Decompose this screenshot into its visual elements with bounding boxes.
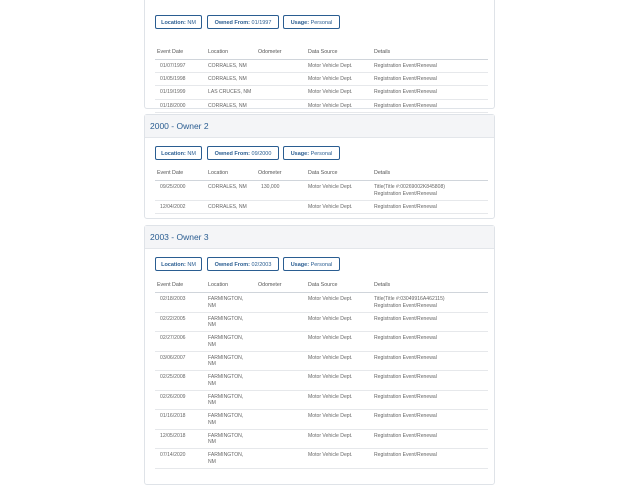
details-line: Registration Event/Renewal <box>374 374 437 380</box>
location-chip-label: Location: <box>161 262 186 268</box>
details-line: Registration Event/Renewal <box>374 203 437 210</box>
details-cell <box>374 355 437 362</box>
location-chip[interactable] <box>155 146 202 160</box>
odometer-cell: 130,000 <box>261 184 280 190</box>
location-line: FARMINGTON, <box>208 393 244 400</box>
location-chip-label: Location: <box>161 151 186 157</box>
owner-2-header <box>145 115 494 138</box>
location-line: NM <box>208 361 216 368</box>
location-chip-label: Location: <box>161 20 186 26</box>
location-line: FARMINGTON, <box>208 452 244 458</box>
details-line: Registration Event/Renewal <box>374 432 437 439</box>
data-source-header: Data Source <box>308 170 338 176</box>
location-line: FARMINGTON, <box>208 296 244 302</box>
event-date-header: Event Date <box>157 282 184 288</box>
owned-from-chip[interactable] <box>207 15 279 29</box>
location-line: CORRALES, NM <box>208 184 247 190</box>
event-date-cell: 12/04/2002 <box>160 203 186 210</box>
location-line: NM <box>208 302 216 309</box>
data-source-cell: Motor Vehicle Dept. <box>308 63 353 69</box>
event-date-cell: 07/14/2020 <box>160 452 186 458</box>
table-header-row <box>155 167 488 181</box>
data-source-cell: Motor Vehicle Dept. <box>308 413 353 419</box>
location-cell <box>208 316 243 329</box>
details-cell <box>374 296 445 309</box>
details-cell <box>374 76 437 83</box>
event-date-cell: 01/18/2000 <box>160 102 186 109</box>
details-line: Registration Event/Renewal <box>374 335 437 341</box>
table-row <box>155 410 488 430</box>
usage-chip[interactable] <box>283 257 340 271</box>
details-cell <box>374 184 445 197</box>
event-date-cell: 01/05/1998 <box>160 76 186 83</box>
location-line: NM <box>208 341 216 348</box>
usage-chip-value: Personal <box>310 151 333 157</box>
data-source-cell: Motor Vehicle Dept. <box>308 432 353 439</box>
odometer-header: Odometer <box>258 170 282 176</box>
events-table <box>155 167 488 214</box>
event-date-cell: 02/27/2006 <box>160 335 186 341</box>
event-date-header: Event Date <box>157 49 184 55</box>
owned-from-chip[interactable] <box>207 257 279 271</box>
owner-1-chips <box>145 10 494 36</box>
location-cell <box>208 76 247 83</box>
location-line: FARMINGTON, <box>208 432 244 439</box>
details-line: Registration Event/Renewal <box>374 102 437 109</box>
details-cell <box>374 316 437 323</box>
details-cell <box>374 63 437 70</box>
details-line: Registration Event/Renewal <box>374 302 437 309</box>
event-date-cell: 01/16/2018 <box>160 413 186 419</box>
data-source-cell: Motor Vehicle Dept. <box>308 335 353 341</box>
owned-from-chip-value: 01/1997 <box>251 20 272 26</box>
table-row <box>155 181 488 201</box>
owned-from-chip-label: Owned From: <box>214 151 251 157</box>
details-cell <box>374 413 437 420</box>
data-source-cell: Motor Vehicle Dept. <box>308 296 353 302</box>
location-cell <box>208 335 243 348</box>
location-line: NM <box>208 419 216 426</box>
table-row <box>155 86 488 99</box>
data-source-cell: Motor Vehicle Dept. <box>308 89 353 96</box>
table-row <box>155 293 488 313</box>
location-line: NM <box>208 439 216 446</box>
owned-from-chip-label: Owned From: <box>214 20 251 26</box>
usage-chip[interactable] <box>283 15 340 29</box>
location-chip[interactable] <box>155 257 202 271</box>
owner-3-title: 2003 - Owner 3 <box>150 232 209 242</box>
table-row <box>155 100 488 113</box>
table-row <box>155 60 488 73</box>
location-line: FARMINGTON, <box>208 374 244 380</box>
location-header: Location <box>208 282 229 288</box>
usage-chip-label: Usage: <box>290 262 310 268</box>
location-cell <box>208 374 243 387</box>
data-source-cell: Motor Vehicle Dept. <box>308 374 353 380</box>
details-line: Title(Title #:03049916A462115) <box>374 296 445 302</box>
location-line: CORRALES, NM <box>208 63 247 69</box>
details-line: Registration Event/Renewal <box>374 190 437 197</box>
owned-from-chip-value: 02/2003 <box>251 262 272 268</box>
events-table <box>155 46 488 113</box>
events-table <box>155 279 488 469</box>
table-row <box>155 352 488 372</box>
data-source-header: Data Source <box>308 49 338 55</box>
location-cell <box>208 433 243 446</box>
event-date-cell: 02/26/2009 <box>160 393 186 400</box>
location-line: NM <box>208 322 216 329</box>
location-line: NM <box>208 380 216 387</box>
location-cell <box>208 63 247 70</box>
table-row <box>155 430 488 450</box>
location-cell <box>208 394 243 407</box>
owner-card-1 <box>144 0 495 109</box>
location-cell <box>208 103 247 110</box>
odometer-header: Odometer <box>258 282 282 288</box>
location-chip-value: NM <box>187 151 196 157</box>
location-line: NM <box>208 458 216 465</box>
table-header-row <box>155 279 488 293</box>
data-source-cell: Motor Vehicle Dept. <box>308 203 353 210</box>
event-date-cell: 09/25/2000 <box>160 184 186 190</box>
location-cell <box>208 413 243 426</box>
details-cell <box>374 89 437 96</box>
table-row <box>155 449 488 469</box>
data-source-cell: Motor Vehicle Dept. <box>308 393 353 400</box>
data-source-cell: Motor Vehicle Dept. <box>308 452 353 458</box>
data-source-header: Data Source <box>308 282 338 288</box>
details-line: Registration Event/Renewal <box>374 413 437 419</box>
usage-chip-label: Usage: <box>290 151 310 157</box>
usage-chip-value: Personal <box>310 20 333 26</box>
location-chip-value: NM <box>187 262 196 268</box>
location-line: LAS CRUCES, NM <box>208 89 252 96</box>
usage-chip-value: Personal <box>310 262 333 268</box>
location-cell <box>208 204 247 211</box>
details-line: Registration Event/Renewal <box>374 76 437 83</box>
details-cell <box>374 452 437 459</box>
location-cell <box>208 89 251 96</box>
owner-card-2 <box>144 114 495 219</box>
owner-3-chips <box>145 252 494 278</box>
location-header: Location <box>208 49 229 55</box>
details-header: Details <box>374 282 391 288</box>
location-chip[interactable] <box>155 15 202 29</box>
location-line: FARMINGTON, <box>208 413 244 419</box>
table-row <box>155 313 488 333</box>
data-source-cell: Motor Vehicle Dept. <box>308 76 353 83</box>
details-cell <box>374 433 437 440</box>
location-line: FARMINGTON, <box>208 354 244 361</box>
event-date-header: Event Date <box>157 170 184 176</box>
details-line: Registration Event/Renewal <box>374 452 437 458</box>
details-cell <box>374 394 437 401</box>
details-header: Details <box>374 49 391 55</box>
data-source-cell: Motor Vehicle Dept. <box>308 315 353 322</box>
details-header: Details <box>374 170 391 176</box>
details-cell <box>374 374 437 381</box>
details-line: Registration Event/Renewal <box>374 393 437 400</box>
location-line: CORRALES, NM <box>208 76 247 83</box>
details-line: Registration Event/Renewal <box>374 89 437 96</box>
table-header-row <box>155 46 488 60</box>
event-date-cell: 02/25/2008 <box>160 374 186 380</box>
details-line: Registration Event/Renewal <box>374 354 437 361</box>
owner-2-chips <box>145 141 494 167</box>
location-cell <box>208 452 243 465</box>
location-cell <box>208 184 247 191</box>
data-source-cell: Motor Vehicle Dept. <box>308 354 353 361</box>
event-date-cell: 02/22/2005 <box>160 315 186 322</box>
data-source-cell: Motor Vehicle Dept. <box>308 184 353 190</box>
owner-card-3 <box>144 225 495 485</box>
usage-chip[interactable] <box>283 146 340 160</box>
details-cell <box>374 335 437 342</box>
owned-from-chip-label: Owned From: <box>214 262 251 268</box>
owner-3-header <box>145 226 494 249</box>
owner-2-title: 2000 - Owner 2 <box>150 121 209 131</box>
table-row <box>155 73 488 86</box>
event-date-cell: 02/18/2003 <box>160 296 186 302</box>
odometer-header: Odometer <box>258 49 282 55</box>
details-cell <box>374 103 437 110</box>
event-date-cell: 03/06/2007 <box>160 354 186 361</box>
usage-chip-label: Usage: <box>290 20 310 26</box>
details-cell <box>374 204 437 211</box>
location-line: NM <box>208 400 216 407</box>
location-cell <box>208 296 243 309</box>
location-line: CORRALES, NM <box>208 102 247 109</box>
event-date-cell: 01/07/1997 <box>160 63 186 69</box>
event-date-cell: 12/05/2018 <box>160 432 186 439</box>
event-date-cell: 01/19/1999 <box>160 89 186 96</box>
data-source-cell: Motor Vehicle Dept. <box>308 102 353 109</box>
location-line: CORRALES, NM <box>208 203 247 210</box>
details-line: Title(Title #:00269002K845808) <box>374 184 445 190</box>
table-row <box>155 201 488 214</box>
owned-from-chip-value: 09/2000 <box>251 151 272 157</box>
table-row <box>155 371 488 391</box>
details-line: Registration Event/Renewal <box>374 315 437 322</box>
table-row <box>155 391 488 411</box>
location-cell <box>208 355 243 368</box>
location-line: FARMINGTON, <box>208 335 244 341</box>
location-header: Location <box>208 170 229 176</box>
details-line: Registration Event/Renewal <box>374 63 437 69</box>
location-chip-value: NM <box>187 20 196 26</box>
table-row <box>155 332 488 352</box>
location-line: FARMINGTON, <box>208 315 244 322</box>
owned-from-chip[interactable] <box>207 146 279 160</box>
